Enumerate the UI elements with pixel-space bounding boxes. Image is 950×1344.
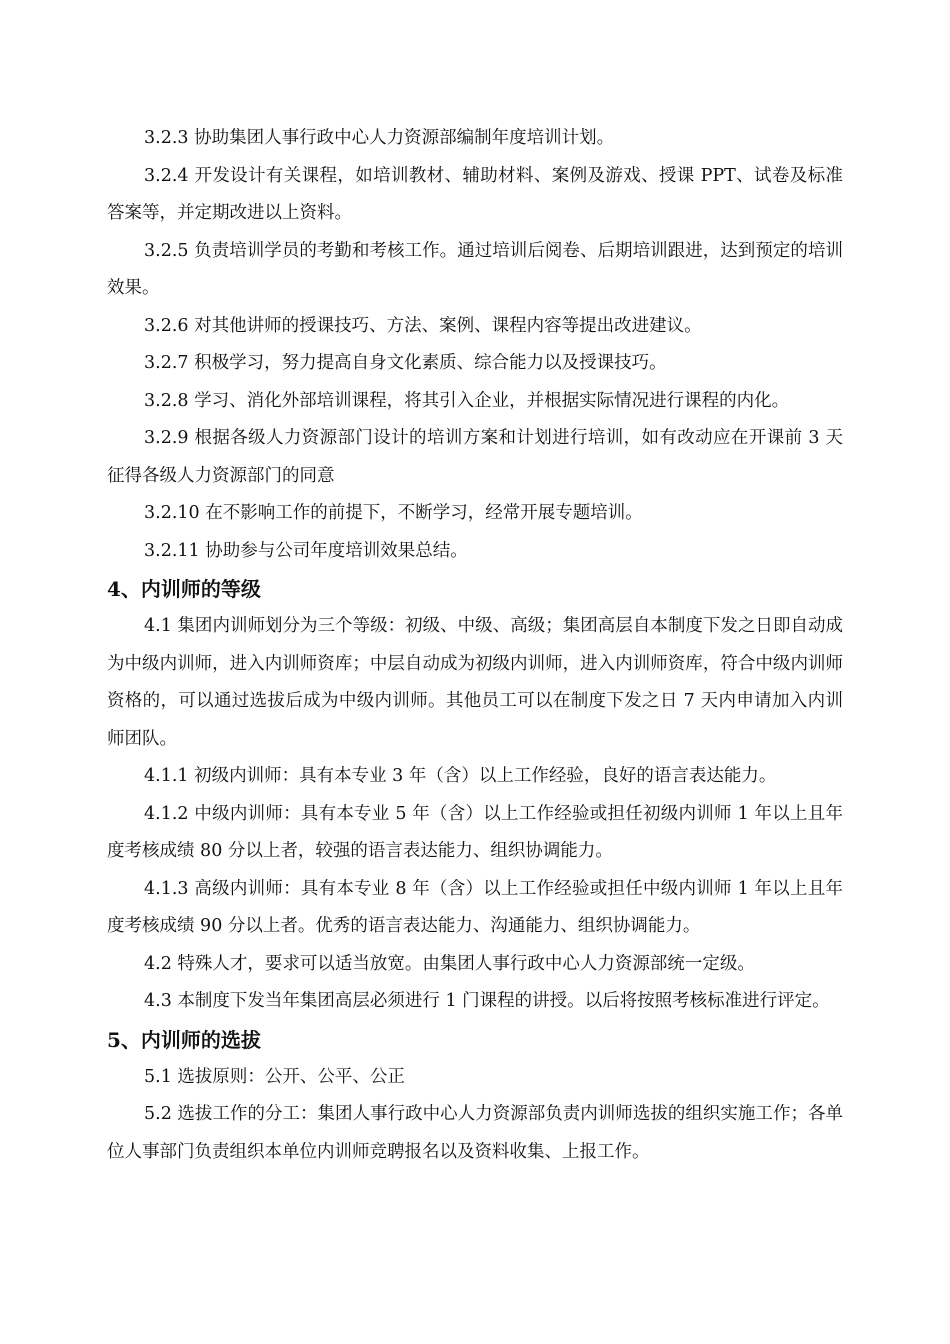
paragraph-4-2: 4.2 特殊人才，要求可以适当放宽。由集团人事行政中心人力资源部统一定级。	[144, 953, 755, 974]
paragraph-5-2: 5.2 选拔工作的分工：集团人事行政中心人力资源部负责内训师选拔的组织实施工作；各单位人事部门负责组织本单位内训师竞聘报名以及资料收集、上报工作。	[107, 1104, 843, 1162]
paragraph-3-2-7: 3.2.7 积极学习，努力提高自身文化素质、综合能力以及授课技巧。	[144, 353, 667, 373]
paragraph-4-3: 4.3 本制度下发当年集团高层必须进行 1 门课程的讲授。以后将按照考核标准进行评定。	[144, 991, 830, 1011]
section-heading-4: 4、内训师的等级	[107, 577, 261, 601]
paragraph-3-2-5: 3.2.5 负责培训学员的考勤和考核工作。通过培训后阅卷、后期培训跟进，达到预定的培训效果。	[107, 240, 843, 298]
paragraph-3-2-9: 3.2.9 根据各级人力资源部门设计的培训方案和计划进行培训，如有改动应在开课前 3 天征得各级人力资源部门的同意	[107, 428, 843, 486]
paragraph-3-2-4: 3.2.4 开发设计有关课程，如培训教材、辅助材料、案例及游戏、授课 PPT、试卷及标准答案等，并定期改进以上资料。	[107, 165, 843, 223]
paragraph-4-1-1: 4.1.1 初级内训师：具有本专业 3 年（含）以上工作经验，良好的语言表达能力。	[144, 766, 777, 786]
paragraph-3-2-10: 3.2.10 在不影响工作的前提下，不断学习，经常开展专题培训。	[144, 503, 643, 523]
paragraph-4-1-3: 4.1.3 高级内训师：具有本专业 8 年（含）以上工作经验或担任中级内训师 1 年以上且年度考核成绩 90 分以上者。优秀的语言表达能力、沟通能力、组织协调能力。	[107, 878, 843, 936]
paragraph-4-1-2: 4.1.2 中级内训师：具有本专业 5 年（含）以上工作经验或担任初级内训师 1 年以上且年度考核成绩 80 分以上者，较强的语言表达能力、组织协调能力。	[107, 803, 843, 861]
paragraph-3-2-11: 3.2.11 协助参与公司年度培训效果总结。	[144, 540, 468, 561]
paragraph-3-2-3: 3.2.3 协助集团人事行政中心人力资源部编制年度培训计划。	[144, 128, 615, 148]
paragraph-5-1: 5.1 选拔原则：公开、公平、公正	[144, 1066, 405, 1087]
section-heading-5: 5、内训师的选拔	[107, 1027, 261, 1052]
paragraph-3-2-8: 3.2.8 学习、消化外部培训课程，将其引入企业，并根据实际情况进行课程的内化。	[144, 390, 790, 411]
document-body	[107, 120, 843, 1171]
paragraph-4-1: 4.1 集团内训师划分为三个等级：初级、中级、高级；集团高层自本制度下发之日即自动成为中级内训师，进入内训师资库；中层自动成为初级内训师，进入内训师资库，符合中级内训师资格的，可以通过选拔后成为中级内训师。其他员工可以在制度下发之日 7 天内申请加入内训师团队。	[107, 616, 843, 749]
paragraph-3-2-6: 3.2.6 对其他讲师的授课技巧、方法、案例、课程内容等提出改进建议。	[144, 315, 702, 336]
